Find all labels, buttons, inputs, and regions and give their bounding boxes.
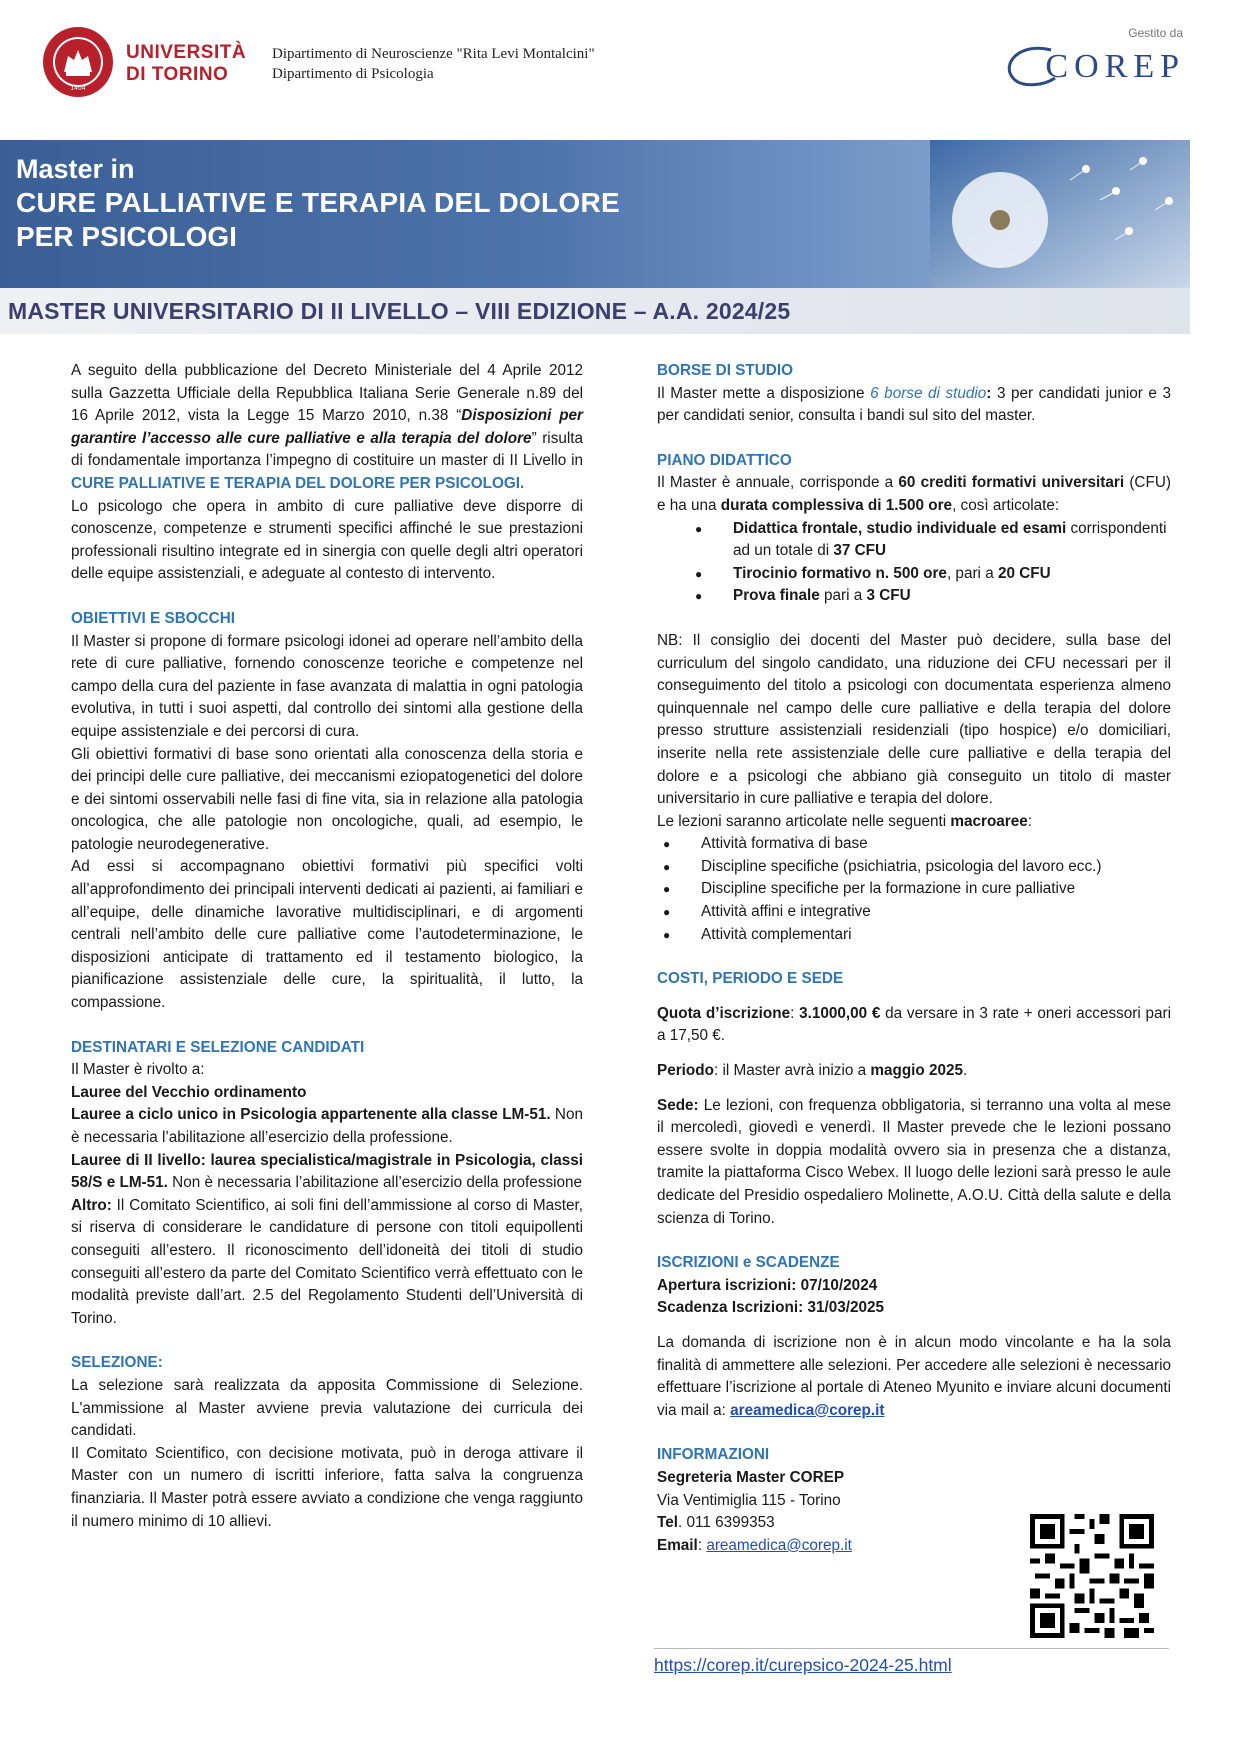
info-address: Via Ventimiglia 115 - Torino <box>657 1491 841 1509</box>
department-psychology: Dipartimento di Psicologia <box>272 66 434 82</box>
list-item: ● Attività affini e integrative <box>657 901 1171 924</box>
banner-title-line2: CURE PALLIATIVE E TERAPIA DEL DOLORE <box>16 187 621 218</box>
section-heading-destinatari: DESTINATARI E SELEZIONE CANDIDATI <box>71 1038 365 1056</box>
left-column <box>71 360 583 1533</box>
edition-subtitle: MASTER UNIVERSITARIO DI II LIVELLO – VIII EDIZIONE – A.A. 2024/25 <box>8 298 791 324</box>
selezione-paragraph-1: La selezione sarà realizzata da apposita Commissione di Selezione. L'ammissione al Master avviene previa valutazione dei curricula dei candidati. <box>71 1376 583 1440</box>
piano-paragraph: Il Master è annuale, corrisponde a 60 crediti formativi universitari (CFU) e ha una durata complessiva di 1.500 ore, così articolate: <box>657 474 1171 514</box>
section-heading-borse: BORSE DI STUDIO <box>657 362 793 379</box>
list-item: ● Attività formativa di base <box>657 833 1171 856</box>
obiettivi-paragraph-1: Il Master si propone di formare psicologi idonei ad operare nell’ambito della rete di cure palliative, fornendo conoscenze teoriche e competenze nel campo della cura del paziente in fase avanzata di malattia in ogni patologia evolutiva, in tutti i suoi aspetti, dal controllo dei sintomi alla gestione della equipe assistenziale e dei percorsi di cura. <box>71 632 583 740</box>
university-name: UNIVERSITÀ DI TORINO <box>126 42 247 85</box>
page-header <box>0 0 1241 130</box>
svg-text:1404: 1404 <box>70 85 86 92</box>
list-item: ● Tirocinio formativo n. 500 ore, pari a 20 CFU <box>657 563 1171 586</box>
list-item: ● Discipline specifiche (psichiatria, psicologia del lavoro ecc.) <box>657 856 1171 879</box>
list-item: ● Attività complementari <box>657 924 1171 947</box>
department-neuroscience: Dipartimento di Neuroscienze "Rita Levi Montalcini" <box>272 46 595 62</box>
edition-bar <box>0 288 1190 334</box>
banner-title-line1: Master in <box>16 154 135 184</box>
macroaree-list <box>657 833 1171 946</box>
info-email: Email: areamedica@corep.it <box>657 1536 852 1554</box>
managed-by-label: Gestito da <box>1128 26 1183 40</box>
banner-title <box>16 152 620 254</box>
list-item: ● Didattica frontale, studio individuale ed esami corrispondenti ad un totale di 37 CFU <box>657 518 1171 563</box>
obiettivi-paragraph-3: Ad essi si accompagnano obiettivi formativi più specifici volti all’approfondimento dei principali interventi dedicati ai pazienti, ai familiari e all’equipe, delle dinamiche lavorative multidisciplinari, e di argomenti centrali nell’ambito delle cure palliative come l’autodeterminazione, le disposizioni anticipate di trattamento ed il testamento biologico, la pianificazione assistenziale delle cure, la spiritualità, il lutto, la compassione. <box>71 858 583 1012</box>
obiettivi-paragraph-2: Gli obiettivi formativi di base sono orientati alla conoscenza della storia e dei principi delle cure palliative, dei meccanismi eziopatogenetici del dolore e dei sintomi osservabili nelle fasi di fine vita, sia in relazione alla patologia oncologica, che alle patologie non oncologiche, quali, ad esempio, le patologie neurodegenerative. <box>71 745 583 853</box>
piano-list <box>657 518 1171 608</box>
corep-swoosh-icon <box>999 44 1059 88</box>
macroaree-intro: Le lezioni saranno articolate nelle seguenti macroaree: <box>657 812 1033 830</box>
borse-paragraph: Il Master mette a disposizione 6 borse di studio: 3 per candidati junior e 3 per candidati senior, consulta i bandi sul sito del master. <box>657 384 1172 425</box>
scadenza-iscrizioni: Scadenza Iscrizioni: 31/03/2025 <box>657 1299 885 1317</box>
master-website-link[interactable]: https://corep.it/curepsico-2024-25.html <box>654 1655 952 1675</box>
periodo-paragraph: Periodo: il Master avrà inizio a maggio 2025. <box>657 1062 968 1080</box>
list-item: ● Prova finale pari a 3 CFU <box>657 585 1171 608</box>
section-heading-piano: PIANO DIDATTICO <box>657 451 792 469</box>
title-banner <box>0 140 1190 288</box>
selezione-paragraph-2: Il Comitato Scientifico, con decisione motivata, può in deroga attivare il Master con un numero di iscritti inferiore, fatta salva la congruenza finanziaria. Il Master potrà essere avviato a condizione che venga raggiunto il numero minimo di 10 allievi. <box>71 1444 583 1530</box>
nb-paragraph: NB: Il consiglio dei docenti del Master può decidere, sulla base del curriculum del singolo candidato, una riduzione dei CFU necessari per il conseguimento del titolo a psicologi con documentata esperienza almeno quinquennale nel campo delle cure palliative e della terapia del dolore presso strutture assistenziali residenziali (tipo hospice) e/o domiciliari, inserite nella rete assistenziale delle cure palliative e della terapia del dolore e a psicologi che abbiano già conseguito un titolo di master universitario in cure palliative e terapia del dolore. <box>657 631 1171 808</box>
email-link[interactable]: areamedica@corep.it <box>730 1401 885 1419</box>
dandelion-image <box>930 140 1190 288</box>
info-organization: Segreteria Master COREP <box>657 1468 845 1486</box>
section-heading-costi: COSTI, PERIODO E SEDE <box>657 970 844 988</box>
info-phone: Tel. 011 6399353 <box>657 1514 775 1532</box>
section-heading-informazioni: INFORMAZIONI <box>657 1446 770 1464</box>
apertura-iscrizioni: Apertura iscrizioni: 07/10/2024 <box>657 1276 878 1294</box>
altro-paragraph: Altro: Il Comitato Scientifico, ai soli fini dell’ammissione al corso di Master, si riserva di considerare le candidature di persone con titoli equipollenti conseguiti all’estero. Il riconoscimento dell’idoneità dei titoli di studio conseguiti all’estero da parte del Comitato Scientifico verrà effettuato con le modalità previste dall’art. 2.5 del Regolamento Studenti dell’Università di Torino. <box>71 1196 583 1327</box>
intro-paragraph: A seguito della pubblicazione del Decreto Ministeriale del 4 Aprile 2012 sulla Gazzetta Ufficiale della Repubblica Italiana Serie Generale n.89 del 16 Aprile 2012, vista la Legge 15 Marzo 2010, n.38 “Disposizioni per garantire l’accesso alle cure palliative e alla terapia del dolore” risulta di fondamentale importanza l’impegno di costituire un master di II Livello in CURE PALLIATIVE E TERAPIA DEL DOLORE PER PSICOLOGI. <box>71 362 584 492</box>
department-names <box>272 44 595 84</box>
section-heading-iscrizioni: ISCRIZIONI e SCADENZE <box>657 1254 840 1272</box>
domanda-paragraph: La domanda di iscrizione non è in alcun modo vincolante e ha la sola finalità di ammettere alle selezioni. Per accedere alle selezioni è necessario effettuare l’iscrizione al portale di Ateneo Myunito e inviare alcuni documenti via mail a: areamedica@corep.it <box>657 1333 1171 1419</box>
banner-title-line3: PER PSICOLOGI <box>16 221 237 252</box>
section-heading-obiettivi: OBIETTIVI E SBOCCHI <box>71 609 236 627</box>
right-column <box>657 360 1171 1557</box>
destinatari-intro: Il Master è rivolto a: <box>71 1061 205 1079</box>
footer-url-bar <box>654 1648 1169 1676</box>
intro-paragraph-2: Lo psicologo che opera in ambito di cure palliative deve disporre di conoscenze, competenze e strumenti specifici affinché le sue prestazioni professionali risultino integrate ed in sinergia con quelle degli altri operatori delle equipe assistenziali, e adeguate al contesto di intervento. <box>71 497 583 583</box>
lauree-ciclo-unico: Lauree a ciclo unico in Psicologia appartenente alla classe LM-51. Non è necessaria l’abilitazione all’esercizio della professione. <box>71 1106 583 1146</box>
qr-code <box>1030 1514 1154 1638</box>
list-item: ● Discipline specifiche per la formazione in cure palliative <box>657 878 1171 901</box>
lauree-ii-livello: Lauree di II livello: laurea specialistica/magistrale in Psicologia, classi 58/S e LM-51. Non è necessaria l’abilitazione all’esercizio della professione <box>71 1151 583 1192</box>
lauree-vecchio: Lauree del Vecchio ordinamento <box>71 1083 307 1101</box>
info-email-link[interactable]: areamedica@corep.it <box>706 1536 852 1554</box>
quota-paragraph: Quota d’iscrizione: 3.1000,00 € da versare in 3 rate + oneri accessori pari a 17,50 €. <box>657 1004 1172 1045</box>
section-heading-selezione: SELEZIONE: <box>71 1354 163 1372</box>
university-seal-logo <box>42 26 114 98</box>
sede-paragraph: Sede: Le lezioni, con frequenza obbligatoria, si terranno una volta al mese il mercoledì, giovedì e venerdì. Il Master prevede che le lezioni possano essere svolte in doppia modalità ovvero sia in presenza che a distanza, tramite la piattaforma Cisco Webex. Il luogo delle lezioni sarà presso le aule dedicate del Presidio ospedaliero Molinette, A.O.U. Città della salute e della scienza di Torino. <box>657 1096 1171 1227</box>
corep-logo: COREP <box>1045 48 1185 86</box>
